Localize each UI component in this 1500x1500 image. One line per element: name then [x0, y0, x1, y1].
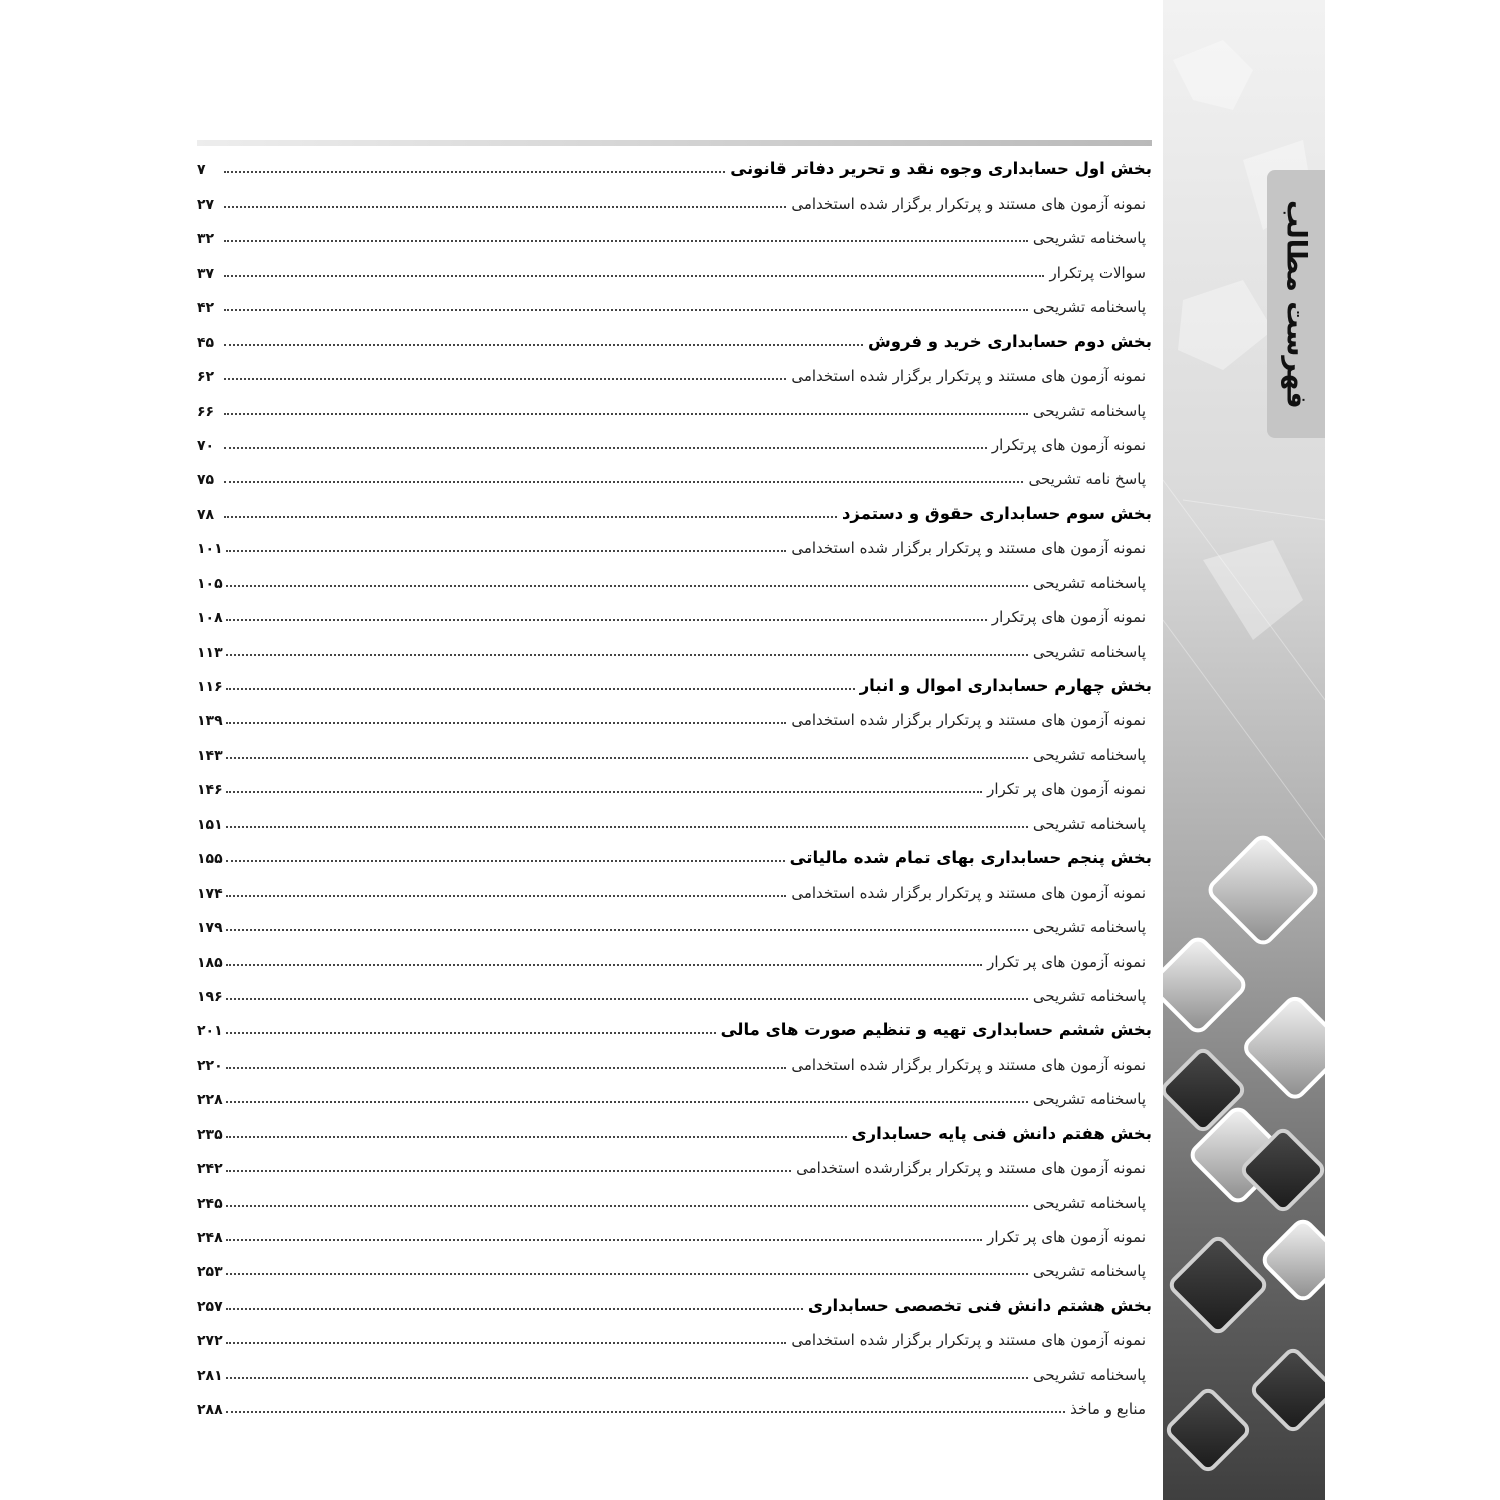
- toc-page-number: ۱۴۶: [197, 782, 223, 799]
- toc-page-number: ۷۰: [197, 437, 215, 454]
- toc-section-entry[interactable]: [197, 1288, 1152, 1322]
- dot-leader: [226, 860, 785, 862]
- toc-subsection-entry[interactable]: [197, 772, 1152, 806]
- dot-leader: [224, 378, 786, 380]
- dot-leader: [226, 1032, 716, 1034]
- toc-page-number: ۲۲۸: [197, 1092, 223, 1109]
- toc-entry-title: نمونه آزمون های مستند و پرتکرار برگزار شده استخدامی: [791, 539, 1146, 558]
- toc-entry-title: نمونه آزمون های مستند و پرتکرار برگزار شده استخدامی: [791, 711, 1146, 730]
- toc-subsection-entry[interactable]: [197, 910, 1152, 944]
- toc-subsection-entry[interactable]: [197, 462, 1152, 496]
- toc-entry-title: بخش هشتم دانش فنی تخصصی حسابداری: [807, 1295, 1152, 1315]
- dot-leader: [226, 998, 1028, 1000]
- toc-page-number: ۴۲: [197, 300, 215, 317]
- dot-leader: [226, 1136, 847, 1138]
- dot-leader: [226, 654, 1028, 656]
- toc-entry-title: بخش سوم حسابداری حقوق و دستمزد: [841, 503, 1152, 523]
- toc-subsection-entry[interactable]: [197, 1185, 1152, 1219]
- toc-subsection-entry[interactable]: [197, 359, 1152, 393]
- toc-subsection-entry[interactable]: [197, 531, 1152, 565]
- toc-entry-title: نمونه آزمون های مستند و پرتکرار برگزار شده استخدامی: [791, 883, 1146, 902]
- toc-entry-title: پاسخنامه تشریحی: [1032, 1193, 1146, 1212]
- top-divider: [197, 140, 1152, 146]
- toc-page-number: ۷: [197, 162, 206, 179]
- toc-page-number: ۲۲۰: [197, 1057, 223, 1074]
- toc-entry-title: نمونه آزمون های مستند و پرتکرار برگزار شده استخدامی: [791, 367, 1146, 386]
- toc-section-entry[interactable]: [197, 324, 1152, 358]
- toc-entry-title: پاسخنامه تشریحی: [1032, 401, 1146, 420]
- toc-section-entry[interactable]: [197, 152, 1152, 186]
- toc-entry-title: نمونه آزمون های پرتکرار: [991, 435, 1146, 454]
- toc-page-number: ۲۷: [197, 196, 215, 213]
- toc-page-number: ۶۶: [197, 403, 215, 420]
- toc-subsection-entry[interactable]: [197, 565, 1152, 599]
- toc-entry-title: بخش چهارم حسابداری اموال و انبار: [859, 676, 1152, 695]
- toc-subsection-entry[interactable]: [197, 186, 1152, 220]
- toc-page-number: ۲۷۲: [197, 1333, 223, 1350]
- toc-entry-title: پاسخنامه تشریحی: [1032, 1262, 1146, 1281]
- dot-leader: [226, 757, 1028, 759]
- toc-subsection-entry[interactable]: [197, 290, 1152, 324]
- dot-leader: [226, 1342, 787, 1344]
- dot-leader: [226, 585, 1028, 587]
- toc-entry-title: پاسخنامه تشریحی: [1032, 1090, 1146, 1109]
- toc-page-number: ۲۴۸: [197, 1230, 223, 1246]
- toc-page-number: ۲۵۷: [197, 1298, 223, 1315]
- toc-section-entry[interactable]: [197, 1013, 1152, 1047]
- toc-entry-title: پاسخنامه تشریحی: [1032, 298, 1146, 317]
- dot-leader: [226, 1273, 1028, 1275]
- dot-leader: [224, 344, 863, 346]
- toc-section-entry[interactable]: [197, 841, 1152, 875]
- dot-leader: [226, 1411, 1066, 1413]
- toc-page-number: ۲۸۸: [197, 1402, 223, 1419]
- toc-subsection-entry[interactable]: [197, 1254, 1152, 1288]
- toc-subsection-entry[interactable]: [197, 1357, 1152, 1391]
- toc-entry-title: سوالات پرتکرار: [1049, 263, 1146, 282]
- toc-subsection-entry[interactable]: [197, 979, 1152, 1013]
- toc-page-number: ۷۸: [197, 506, 215, 523]
- toc-entry-title: پاسخنامه تشریحی: [1032, 1365, 1146, 1384]
- dot-leader: [226, 619, 987, 621]
- toc-page-number: ۲۰۱: [197, 1023, 223, 1040]
- toc-entry-title: پاسخنامه تشریحی: [1032, 986, 1146, 1005]
- toc-page-number: ۲۴۵: [197, 1195, 223, 1212]
- toc-page-number: ۱۰۵: [197, 575, 223, 592]
- toc-heading: فهرست مطالب: [1280, 199, 1312, 409]
- toc-entry-title: نمونه آزمون های مستند و پرتکرار برگزارشده استخدامی: [796, 1159, 1146, 1178]
- toc-page-number: ۱۱۶: [197, 679, 223, 695]
- toc-page-number: ۱۳۹: [197, 713, 223, 730]
- toc-page-number: ۴۵: [197, 334, 215, 351]
- toc-page-number: ۷۵: [197, 472, 215, 489]
- toc-entry-title: بخش پنجم حسابداری بهای تمام شده مالیاتی: [789, 848, 1152, 868]
- toc-subsection-entry[interactable]: [197, 1082, 1152, 1116]
- dot-leader: [224, 240, 1028, 242]
- toc-subsection-entry[interactable]: [197, 875, 1152, 909]
- dot-leader: [224, 275, 1044, 277]
- toc-list: [197, 152, 1152, 1426]
- toc-section-entry[interactable]: [197, 496, 1152, 530]
- toc-page-number: ۶۲: [197, 369, 215, 386]
- toc-page-number: ۲۳۵: [197, 1126, 223, 1143]
- dot-leader: [226, 1239, 982, 1241]
- toc-entry-title: بخش دوم حسابداری خرید و فروش: [867, 331, 1152, 351]
- table-of-contents: [197, 140, 1152, 1426]
- dot-leader: [226, 1067, 787, 1069]
- toc-subsection-entry[interactable]: [197, 255, 1152, 289]
- dot-leader: [226, 1205, 1028, 1207]
- dot-leader: [226, 1101, 1028, 1103]
- toc-section-entry[interactable]: [197, 1116, 1152, 1150]
- toc-page-number: ۲۴۲: [197, 1161, 223, 1178]
- dot-leader: [224, 309, 1028, 311]
- dot-leader: [226, 895, 787, 897]
- dot-leader: [226, 1170, 791, 1172]
- toc-subsection-entry[interactable]: [197, 806, 1152, 840]
- toc-entry-title: پاسخنامه تشریحی: [1032, 229, 1146, 248]
- toc-page-number: ۲۵۳: [197, 1264, 223, 1281]
- toc-heading-tab: [1267, 170, 1325, 438]
- toc-entry-title: منابع و ماخذ: [1070, 1400, 1146, 1419]
- toc-page-number: ۲۸۱: [197, 1367, 223, 1384]
- toc-page-number: ۳۷: [197, 265, 215, 282]
- dot-leader: [226, 929, 1028, 931]
- toc-subsection-entry[interactable]: [197, 703, 1152, 737]
- toc-subsection-entry[interactable]: [197, 393, 1152, 427]
- toc-subsection-entry[interactable]: [197, 944, 1152, 978]
- toc-page-number: ۱۰۱: [197, 541, 223, 558]
- toc-page-number: ۱۴۳: [197, 747, 223, 764]
- toc-page-number: ۱۵۵: [197, 851, 223, 868]
- toc-entry-title: بخش اول حسابداری وجوه نقد و تحریر دفاتر قانونی: [730, 159, 1152, 179]
- dot-leader: [226, 722, 787, 724]
- toc-page-number: ۱۱۳: [197, 644, 223, 661]
- toc-subsection-entry[interactable]: [197, 221, 1152, 255]
- toc-entry-title: نمونه آزمون های پر تکرار: [987, 952, 1146, 971]
- toc-entry-title: بخش هفتم دانش فنی پایه حسابداری: [851, 1123, 1152, 1143]
- toc-entry-title: پاسخنامه تشریحی: [1032, 642, 1146, 661]
- dot-leader: [226, 791, 982, 793]
- toc-subsection-entry[interactable]: [197, 428, 1152, 462]
- toc-subsection-entry[interactable]: [197, 1151, 1152, 1185]
- toc-subsection-entry[interactable]: [197, 1047, 1152, 1081]
- toc-subsection-entry[interactable]: [197, 1220, 1152, 1254]
- toc-subsection-entry[interactable]: [197, 737, 1152, 771]
- toc-entry-title: نمونه آزمون های پر تکرار: [987, 780, 1146, 799]
- toc-page-number: ۱۰۸: [197, 610, 223, 627]
- toc-subsection-entry[interactable]: [197, 1392, 1152, 1426]
- toc-entry-title: نمونه آزمون های مستند و پرتکرار برگزار شده استخدامی: [791, 1331, 1146, 1350]
- toc-page-number: ۱۷۴: [197, 885, 223, 902]
- dot-leader: [226, 550, 787, 552]
- toc-entry-title: پاسخنامه تشریحی: [1032, 573, 1146, 592]
- toc-entry-title: پاسخنامه تشریحی: [1032, 745, 1146, 764]
- dot-leader: [226, 826, 1028, 828]
- dot-leader: [224, 171, 725, 173]
- toc-entry-title: پاسخنامه تشریحی: [1032, 814, 1146, 833]
- toc-page-number: ۱۷۹: [197, 920, 223, 937]
- dot-leader: [224, 206, 786, 208]
- toc-entry-title: نمونه آزمون های پر تکرار: [987, 1228, 1146, 1246]
- toc-entry-title: بخش ششم حسابداری تهیه و تنظیم صورت های مالی: [720, 1020, 1152, 1040]
- dot-leader: [224, 516, 837, 518]
- dot-leader: [226, 1377, 1028, 1379]
- toc-subsection-entry[interactable]: [197, 634, 1152, 668]
- dot-leader: [226, 1308, 803, 1310]
- toc-page-number: ۱۹۶: [197, 988, 223, 1005]
- toc-page-number: ۱۸۵: [197, 954, 223, 971]
- toc-subsection-entry[interactable]: [197, 1323, 1152, 1357]
- dot-leader: [224, 481, 1023, 483]
- toc-section-entry[interactable]: [197, 669, 1152, 703]
- toc-page-number: ۱۵۱: [197, 816, 223, 833]
- dot-leader: [226, 688, 855, 690]
- toc-entry-title: نمونه آزمون های مستند و پرتکرار برگزار شده استخدامی: [791, 1055, 1146, 1074]
- toc-entry-title: پاسخ نامه تشریحی: [1028, 470, 1146, 489]
- dot-leader: [224, 447, 987, 449]
- dot-leader: [226, 964, 982, 966]
- toc-entry-title: نمونه آزمون های مستند و پرتکرار برگزار شده استخدامی: [791, 194, 1146, 213]
- toc-subsection-entry[interactable]: [197, 600, 1152, 634]
- toc-entry-title: نمونه آزمون های پرتکرار: [991, 608, 1146, 627]
- dot-leader: [224, 413, 1028, 415]
- toc-entry-title: پاسخنامه تشریحی: [1032, 918, 1146, 937]
- toc-page-number: ۳۲: [197, 231, 215, 248]
